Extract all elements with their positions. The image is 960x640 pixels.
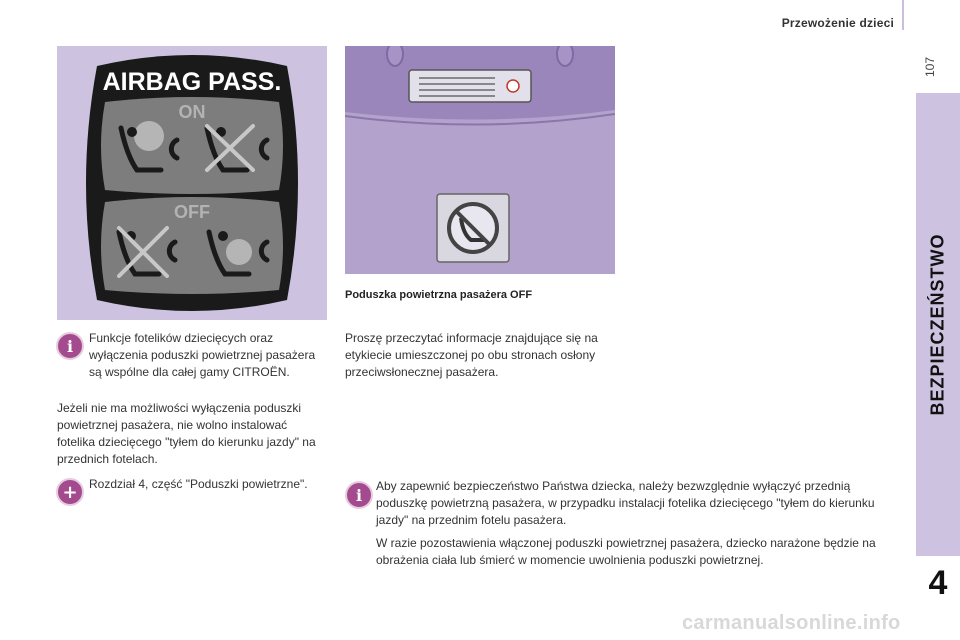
on-label: ON: [178, 102, 206, 122]
visor-label-info: Proszę przeczytać informacje znajdujące się na etykiecie umieszczonej po obu stronach osłony przeciwsłonecznej pasażera.: [345, 331, 598, 379]
header-divider: [902, 0, 904, 30]
warning-info-icon: i: [345, 481, 373, 509]
sun-visor-graphic: [345, 46, 615, 274]
airbag-indicator-illustration: [57, 46, 327, 320]
watermark: carmanualsonline.info: [682, 612, 901, 634]
visor-caption: Poduszka powietrzna pasażera OFF: [345, 289, 533, 301]
chapter-number: 4: [928, 564, 948, 602]
airbag-title: AIRBAG PASS.: [102, 68, 282, 96]
warning-para1: Aby zapewnić bezpieczeństwo Państwa dziecka, należy bezwzględnie wyłączyć przednią poduszkę powietrzną pasażera, w przypadku instalacji fotelika dziecięcego "tyłem do kierunku jazdy" na przednim fotelu pasażera.: [376, 479, 875, 527]
left-reference-text: Rozdział 4, część "Poduszki powietrzne".: [89, 477, 308, 491]
left-info-rest: wyłączenia poduszki powietrznej pasażera są wspólne dla całej gamy CITROËN.: [89, 348, 316, 379]
warning-para2: W razie pozostawienia włączonej poduszki powietrznej pasażera, dziecko narażone będzie na obrażenia ciała lub śmierć w momencie uwolnienia poduszki powietrznej.: [376, 536, 876, 567]
airbag-indicator-graphic: [57, 46, 327, 320]
warning-block: [376, 478, 896, 575]
off-label: OFF: [174, 202, 210, 222]
chapter-label-wrap: [916, 93, 960, 556]
no-rear-facing-seat-sticker: [437, 194, 509, 262]
page-header-title: Przewożenie dzieci: [781, 16, 894, 30]
sun-visor-illustration: [345, 46, 615, 274]
plus-reference-icon: +: [56, 478, 84, 506]
left-info-line1: Funkcje fotelików dziecięcych oraz: [89, 331, 274, 345]
info-icon: i: [56, 332, 84, 360]
left-info-note: [57, 330, 327, 381]
page-number: 107: [923, 56, 937, 78]
chapter-label: BEZPIECZEŃSTWO: [927, 233, 948, 416]
visor-warning-label: [409, 70, 531, 102]
left-info-para2: Jeżeli nie ma możliwości wyłączenia poduszki powietrznej pasażera, nie wolno instalować fotelika dziecięcego "tyłem do kierunku jazdy" na przednich fotelach.: [57, 401, 316, 466]
